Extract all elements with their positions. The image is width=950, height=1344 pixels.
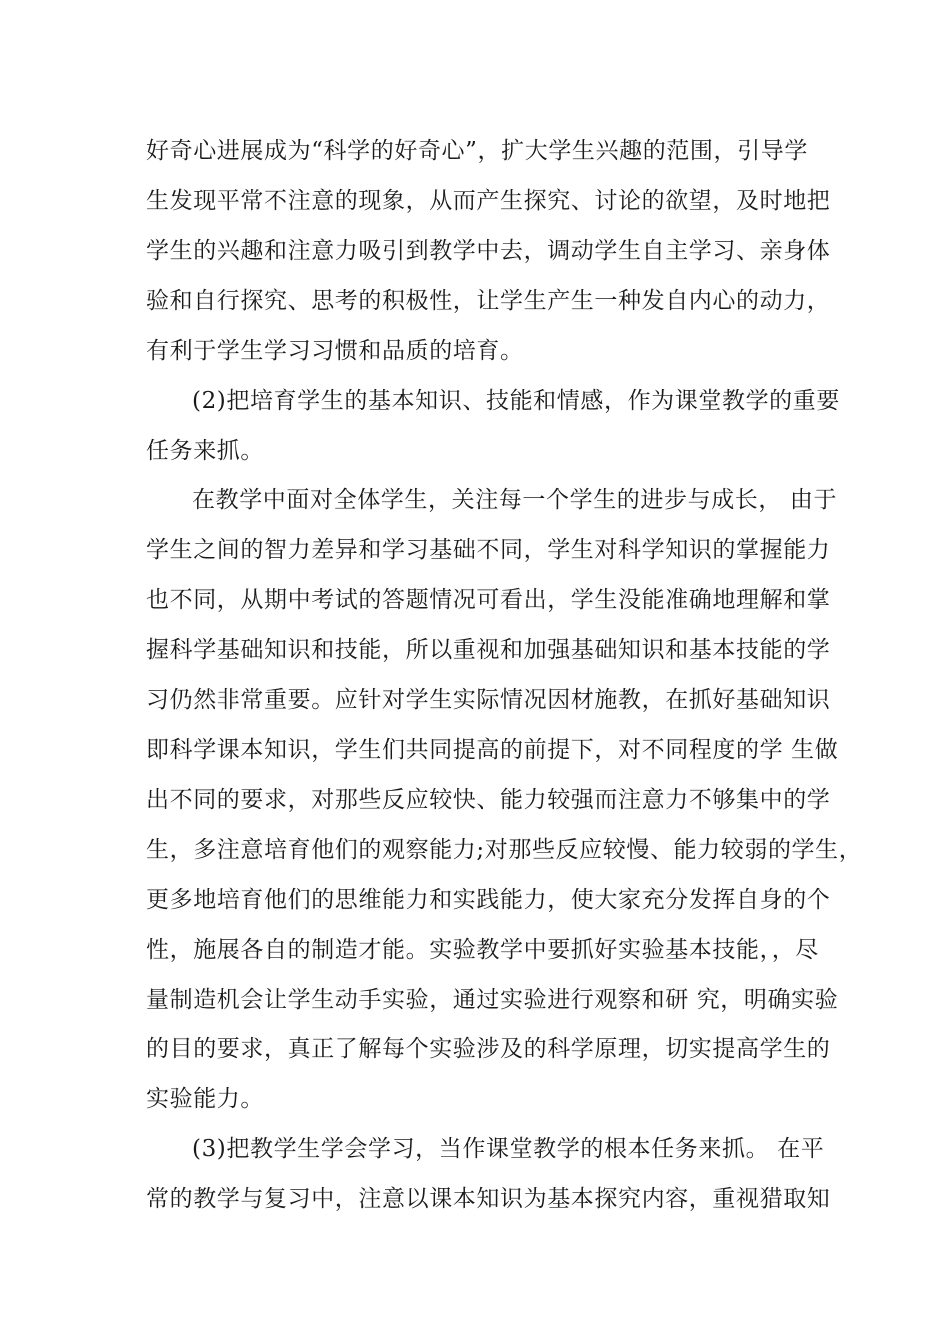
text-line: (2)把培育学生的基本知识、技能和情感，作为课堂教学的重要: [192, 388, 840, 414]
text-line: 好奇心进展成为“科学的好奇心”，扩大学生兴趣的范围，引导学: [146, 138, 808, 164]
text-line: 即科学课本知识，学生们共同提高的前提下，对不同程度的学 生做: [146, 737, 839, 763]
text-line: 实验能力。: [146, 1086, 264, 1112]
text-line: 握科学基础知识和技能，所以重视和加强基础知识和基本技能的学: [146, 637, 831, 663]
text-line: 习仍然非常重要。应针对学生实际情况因材施教，在抓好基础知识: [146, 687, 831, 713]
text-line: 学生的兴趣和注意力吸引到教学中去，调动学生自主学习、亲身体: [146, 238, 831, 264]
text-line: 生发现平常不注意的现象，从而产生探究、讨论的欲望，及时地把: [146, 188, 831, 214]
text-line: 也不同，从期中考试的答题情况可看出，学生没能准确地理解和掌: [146, 587, 831, 613]
text-line: 生，多注意培育他们的观察能力;对那些反应较慢、能力较弱的学生，: [146, 837, 863, 863]
text-line: 的目的要求，真正了解每个实验涉及的科学原理，切实提高学生的: [146, 1036, 831, 1062]
text-line: 任务来抓。: [146, 438, 264, 464]
text-line: 验和自行探究、思考的积极性，让学生产生一种发自内心的动力，: [146, 288, 831, 314]
text-line: 在教学中面对全体学生，关注每一个学生的进步与成长， 由于: [192, 487, 838, 513]
text-line: 学生之间的智力差异和学习基础不同，学生对科学知识的掌握能力: [146, 537, 831, 563]
text-line: 有利于学生学习习惯和品质的培育。: [146, 338, 524, 364]
text-line: 出不同的要求，对那些反应较快、能力较强而注意力不够集中的学: [146, 787, 831, 813]
text-line: 性，施展各自的制造才能。实验教学中要抓好实验基本技能，，尽: [146, 937, 819, 963]
text-line: 更多地培育他们的思维能力和实践能力，使大家充分发挥自身的个: [146, 887, 831, 913]
text-line: 量制造机会让学生动手实验，通过实验进行观察和研 究，明确实验: [146, 987, 839, 1013]
text-line: (3)把教学生学会学习，当作课堂教学的根本任务来抓。 在平: [192, 1136, 825, 1162]
text-line: 常的教学与复习中，注意以课本知识为基本探究内容，重视猎取知: [146, 1186, 831, 1212]
